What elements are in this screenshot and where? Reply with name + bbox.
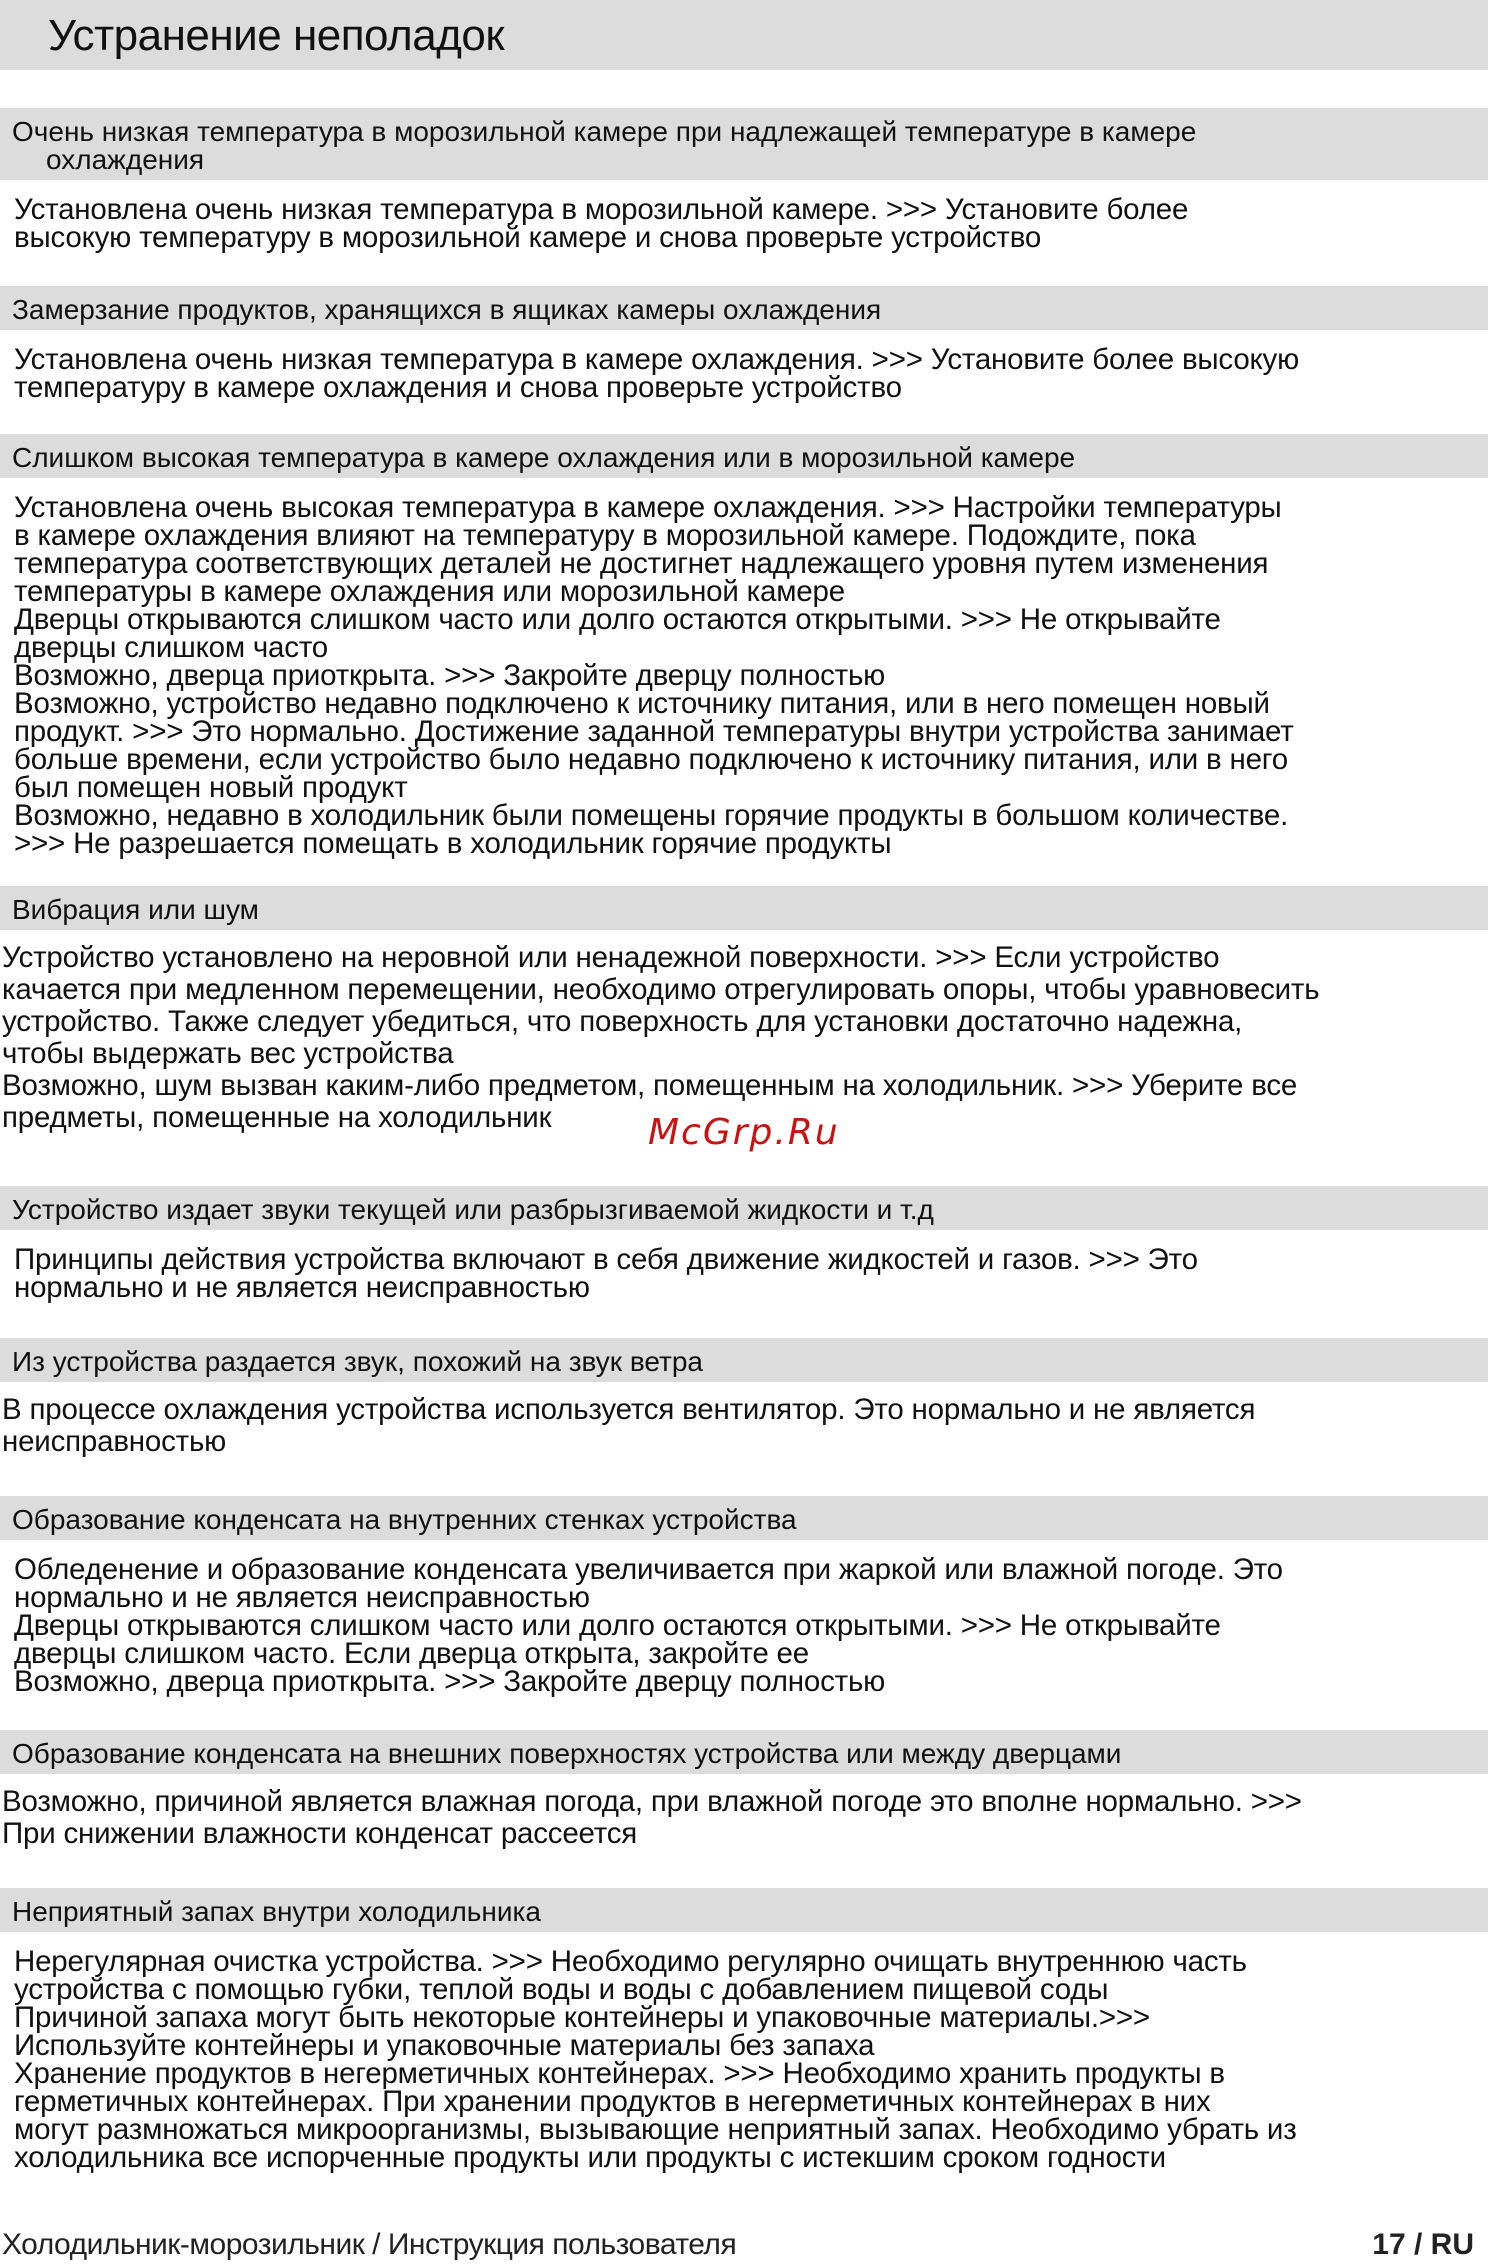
body-line: холодильника все испорченные продукты или продукты с истекшим сроком годности — [14, 2141, 1166, 2174]
page-footer — [0, 2218, 1488, 2266]
body-line: Дверцы открываются слишком часто или долго остаются открытыми. >>> Не открывайте — [14, 1609, 1221, 1642]
body-line: устройства с помощью губки, теплой воды и воды с добавлением пищевой соды — [14, 1973, 1109, 2006]
heading-line: Образование конденсата на внутренних стенках устройства — [12, 1504, 797, 1535]
body-line: нормально и не является неисправностью — [14, 1271, 590, 1304]
footer-document-title: Холодильник-морозильник / Инструкция пользователя — [2, 2228, 737, 2261]
body-line: чтобы выдержать вес устройства — [2, 1037, 454, 1070]
body-line: герметичных контейнерах. При хранении продуктов в негерметичных контейнерах в них — [14, 2085, 1211, 2118]
section-heading — [0, 1186, 1488, 1230]
section-low-freezer-temp — [0, 108, 1488, 252]
section-body — [0, 1540, 1488, 1696]
body-line: продукт. >>> Это нормально. Достижение заданной температуры внутри устройства занимает — [14, 715, 1294, 748]
body-line: Устройство установлено на неровной или ненадежной поверхности. >>> Если устройство — [2, 941, 1220, 974]
body-line: был помещен новый продукт — [14, 771, 408, 804]
page-header — [0, 0, 1488, 70]
heading-line: Образование конденсата на внешних поверхностях устройства или между дверцами — [12, 1738, 1122, 1769]
body-line: Установлена очень низкая температура в камере охлаждения. >>> Установите более высокую — [14, 343, 1300, 376]
section-body — [0, 1382, 1488, 1458]
body-line: могут размножаться микроорганизмы, вызывающие неприятный запах. Необходимо убрать из — [14, 2113, 1297, 2146]
heading-line: Очень низкая температура в морозильной камере при надлежащей температуре в камере — [12, 116, 1197, 147]
body-line: больше времени, если устройство было недавно подключено к источнику питания, или в него — [14, 743, 1288, 776]
heading-line: Неприятный запах внутри холодильника — [12, 1896, 541, 1927]
section-high-temp — [0, 434, 1488, 858]
body-line: >>> Не разрешается помещать в холодильник горячие продукты — [14, 827, 892, 860]
body-line: Возможно, устройство недавно подключено к источнику питания, или в него помещен новый — [14, 687, 1270, 720]
heading-line: охлаждения — [46, 144, 205, 175]
body-line: Нерегулярная очистка устройства. >>> Необходимо регулярно очищать внутреннюю часть — [14, 1945, 1247, 1978]
body-line: Принципы действия устройства включают в себя движение жидкостей и газов. >>> Это — [14, 1243, 1198, 1276]
body-line: В процессе охлаждения устройства используется вентилятор. Это нормально и не является — [2, 1393, 1256, 1426]
body-line: качается при медленном перемещении, необходимо отрегулировать опоры, чтобы уравновесить — [2, 973, 1320, 1006]
body-line: температуры в камере охлаждения или морозильной камере — [14, 575, 845, 608]
section-heading — [0, 1338, 1488, 1382]
section-inner-condensation — [0, 1496, 1488, 1696]
body-line: Причиной запаха могут быть некоторые контейнеры и упаковочные материалы.>>> — [14, 2001, 1150, 2034]
heading-line: Вибрация или шум — [12, 894, 259, 925]
body-line: дверцы слишком часто. Если дверца открыта, закройте ее — [14, 1637, 809, 1670]
section-heading — [0, 1888, 1488, 1932]
body-line: Возможно, причиной является влажная погода, при влажной погоде это вполне нормально. >>> — [2, 1785, 1302, 1818]
body-line: Обледенение и образование конденсата увеличивается при жаркой или влажной погоде. Это — [14, 1553, 1283, 1586]
section-body — [0, 1774, 1488, 1850]
body-line: в камере охлаждения влияют на температуру в морозильной камере. Подождите, пока — [14, 519, 1196, 552]
body-line: Возможно, дверца приоткрыта. >>> Закройте дверцу полностью — [14, 1665, 886, 1698]
body-line: предметы, помещенные на холодильник — [2, 1101, 552, 1134]
section-heading — [0, 286, 1488, 330]
body-line: Хранение продуктов в негерметичных контейнерах. >>> Необходимо хранить продукты в — [14, 2057, 1225, 2090]
section-bad-smell — [0, 1888, 1488, 2172]
watermark: McGrp.Ru — [648, 1112, 840, 1153]
body-line: температура соответствующих деталей не достигнет надлежащего уровня путем изменения — [14, 547, 1269, 580]
body-line: температуру в камере охлаждения и снова проверьте устройство — [14, 371, 902, 404]
section-body — [0, 478, 1488, 858]
section-outer-condensation — [0, 1730, 1488, 1850]
section-heading — [0, 108, 1488, 180]
body-line: устройство. Также следует убедиться, что поверхность для установки достаточно надежна, — [2, 1005, 1243, 1038]
body-line: При снижении влажности конденсат рассеется — [2, 1817, 638, 1850]
heading-line: Слишком высокая температура в камере охлаждения или в морозильной камере — [12, 442, 1076, 473]
heading-line: Устройство издает звуки текущей или разбрызгиваемой жидкости и т.д — [12, 1194, 934, 1225]
body-line: Возможно, шум вызван каким-либо предметом, помещенным на холодильник. >>> Уберите все — [2, 1069, 1298, 1102]
section-body — [0, 1230, 1488, 1302]
heading-line: Из устройства раздается звук, похожий на звук ветра — [12, 1346, 704, 1377]
section-heading — [0, 1496, 1488, 1540]
section-body — [0, 330, 1488, 402]
body-line: Возможно, дверца приоткрыта. >>> Закройте дверцу полностью — [14, 659, 886, 692]
section-body — [0, 1932, 1488, 2172]
section-liquid-sounds — [0, 1186, 1488, 1302]
body-line: дверцы слишком часто — [14, 631, 329, 664]
section-food-freezing — [0, 286, 1488, 402]
section-heading — [0, 434, 1488, 478]
page-number: 17 / RU — [1372, 2228, 1474, 2261]
section-vibration-noise — [0, 886, 1488, 1134]
body-line: Возможно, недавно в холодильник были помещены горячие продукты в большом количестве. — [14, 799, 1289, 832]
heading-line: Замерзание продуктов, хранящихся в ящиках камеры охлаждения — [12, 294, 882, 325]
body-line: нормально и не является неисправностью — [14, 1581, 590, 1614]
body-line: Установлена очень низкая температура в морозильной камере. >>> Установите более — [14, 193, 1189, 226]
body-line: Используйте контейнеры и упаковочные материалы без запаха — [14, 2029, 875, 2062]
body-line: неисправностью — [2, 1425, 227, 1458]
body-line: Установлена очень высокая температура в камере охлаждения. >>> Настройки температуры — [14, 491, 1282, 524]
body-line: Дверцы открываются слишком часто или долго остаются открытыми. >>> Не открывайте — [14, 603, 1221, 636]
section-heading — [0, 886, 1488, 930]
body-line: высокую температуру в морозильной камере и снова проверьте устройство — [14, 221, 1042, 254]
page-title: Устранение неполадок — [48, 11, 505, 60]
section-wind-sound — [0, 1338, 1488, 1458]
section-heading — [0, 1730, 1488, 1774]
section-body — [0, 180, 1488, 252]
section-body — [0, 930, 1488, 1134]
